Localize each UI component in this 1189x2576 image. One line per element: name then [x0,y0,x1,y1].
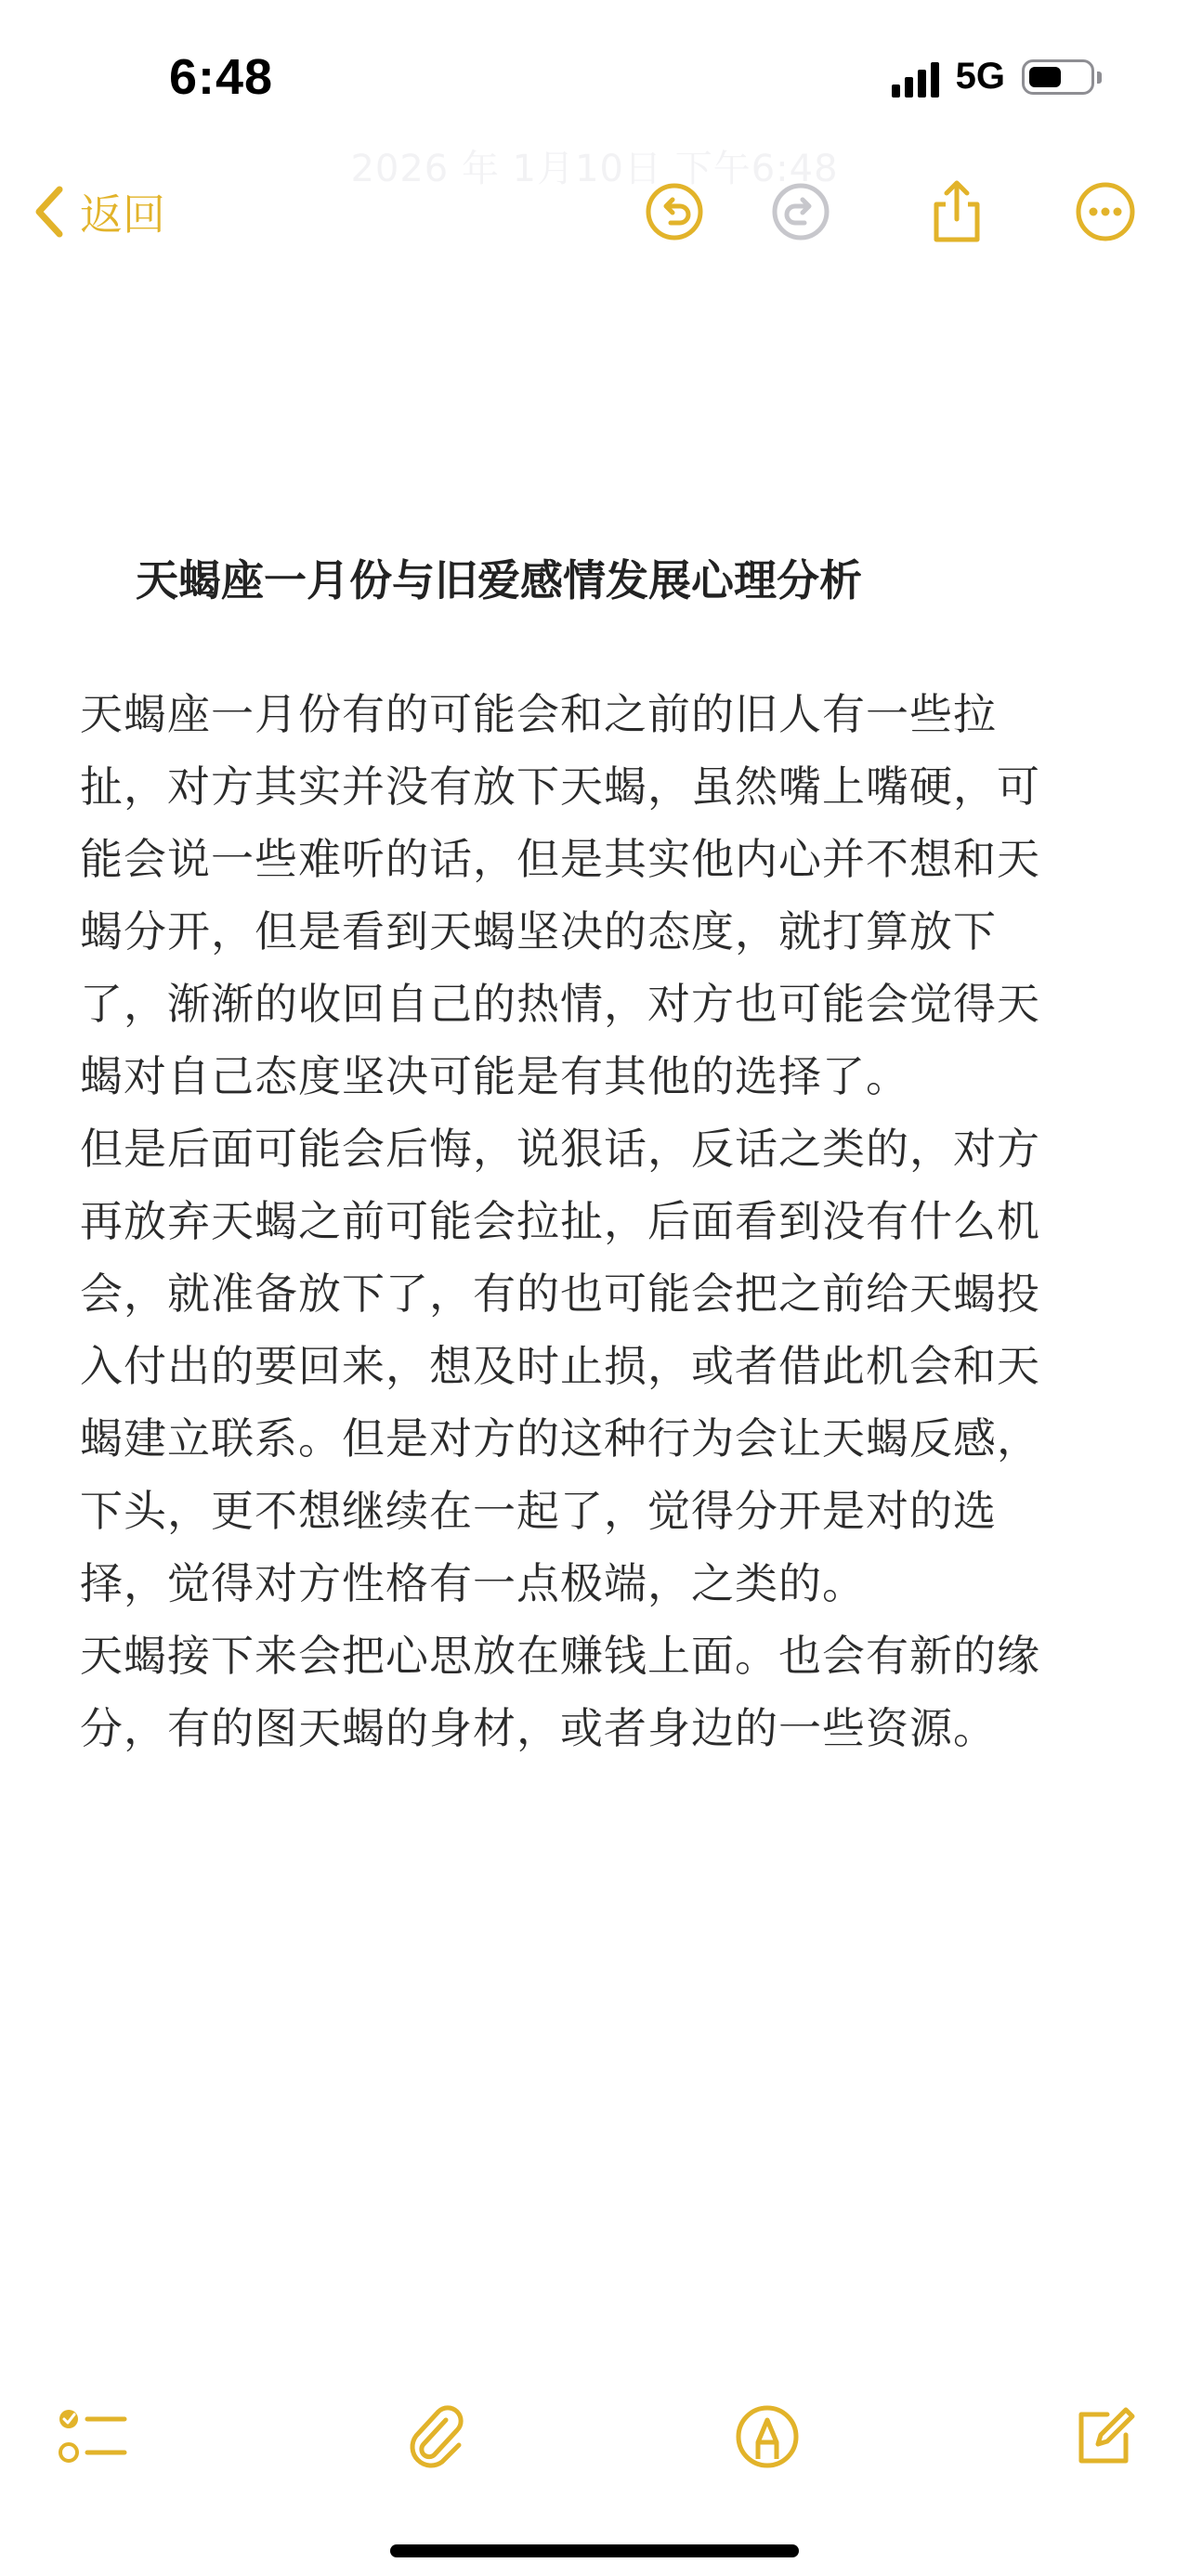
network-type: 5G [955,56,1005,97]
redo-button[interactable] [767,178,834,245]
back-button[interactable] [33,178,165,245]
note-paragraph [80,1620,1120,1764]
home-indicator[interactable] [390,2544,799,2557]
share-icon [927,178,986,245]
markup-button[interactable] [730,2400,804,2474]
note-line: 分，有的图天蝎的身材，或者身边的一些资源。 [80,1703,997,1753]
signal-icon [892,57,939,98]
share-button[interactable] [923,178,990,245]
note-line: 蝎对自己态度坚决可能是有其他的选择了。 [80,1051,909,1101]
more-icon [1075,181,1136,242]
undo-button[interactable] [641,178,708,245]
markup-icon [734,2403,801,2470]
more-button[interactable] [1072,178,1139,245]
note-line: 蝎建立联系。但是对方的这种行为会让天蝎反感， [80,1413,1040,1464]
attachment-button[interactable] [399,2400,474,2474]
status-indicators [892,56,1094,98]
note-line: 蝎分开，但是看到天蝎坚决的态度，就打算放下 [80,906,997,956]
note-line: 但是后面可能会后悔，说狠话，反话之类的，对方 [80,1124,1040,1174]
note-line: 能会说一些难听的话，但是其实他内心并不想和天 [80,834,1040,884]
status-time: 6:48 [169,49,274,105]
note-line: 再放弃天蝎之前可能会拉扯，后面看到没有什么机 [80,1196,1040,1246]
note-title: 天蝎座一月份与旧爱感情发展心理分析 [136,555,862,605]
chevron-left-icon [33,186,65,238]
back-label: 返回 [80,189,165,240]
note-paragraph [80,1112,1120,1620]
note-line: 了，渐渐的收回自己的热情，对方也可能会觉得天 [80,979,1040,1029]
checklist-icon [58,2404,128,2469]
battery-icon [1022,59,1094,95]
note-line: 入付出的要回来，想及时止损，或者借此机会和天 [80,1341,1040,1391]
note-line: 下头，更不想继续在一起了，觉得分开是对的选 [80,1486,997,1536]
note-line: 扯，对方其实并没有放下天蝎，虽然嘴上嘴硬，可 [80,761,1040,812]
redo-icon [771,182,830,241]
compose-icon [1070,2403,1137,2470]
note-line: 会，就准备放下了，有的也可能会把之前给天蝎投 [80,1268,1040,1319]
checklist-button[interactable] [56,2400,130,2474]
note-paragraph [80,678,1120,1112]
compose-button[interactable] [1066,2400,1141,2474]
battery-cap [1097,72,1102,84]
note-line: 择，觉得对方性格有一点极端，之类的。 [80,1558,866,1608]
note-date: 2026 年 1月10日 下午6:48 [350,148,839,190]
attachment-icon [403,2403,470,2470]
undo-icon [645,182,704,241]
status-bar [0,0,1189,158]
battery-fill [1029,67,1061,87]
note-body [80,678,1120,1764]
note-line: 天蝎接下来会把心思放在赚钱上面。也会有新的缘 [80,1631,1040,1681]
note-line: 天蝎座一月份有的可能会和之前的旧人有一些拉 [80,689,997,739]
note-content[interactable] [80,539,1120,1764]
